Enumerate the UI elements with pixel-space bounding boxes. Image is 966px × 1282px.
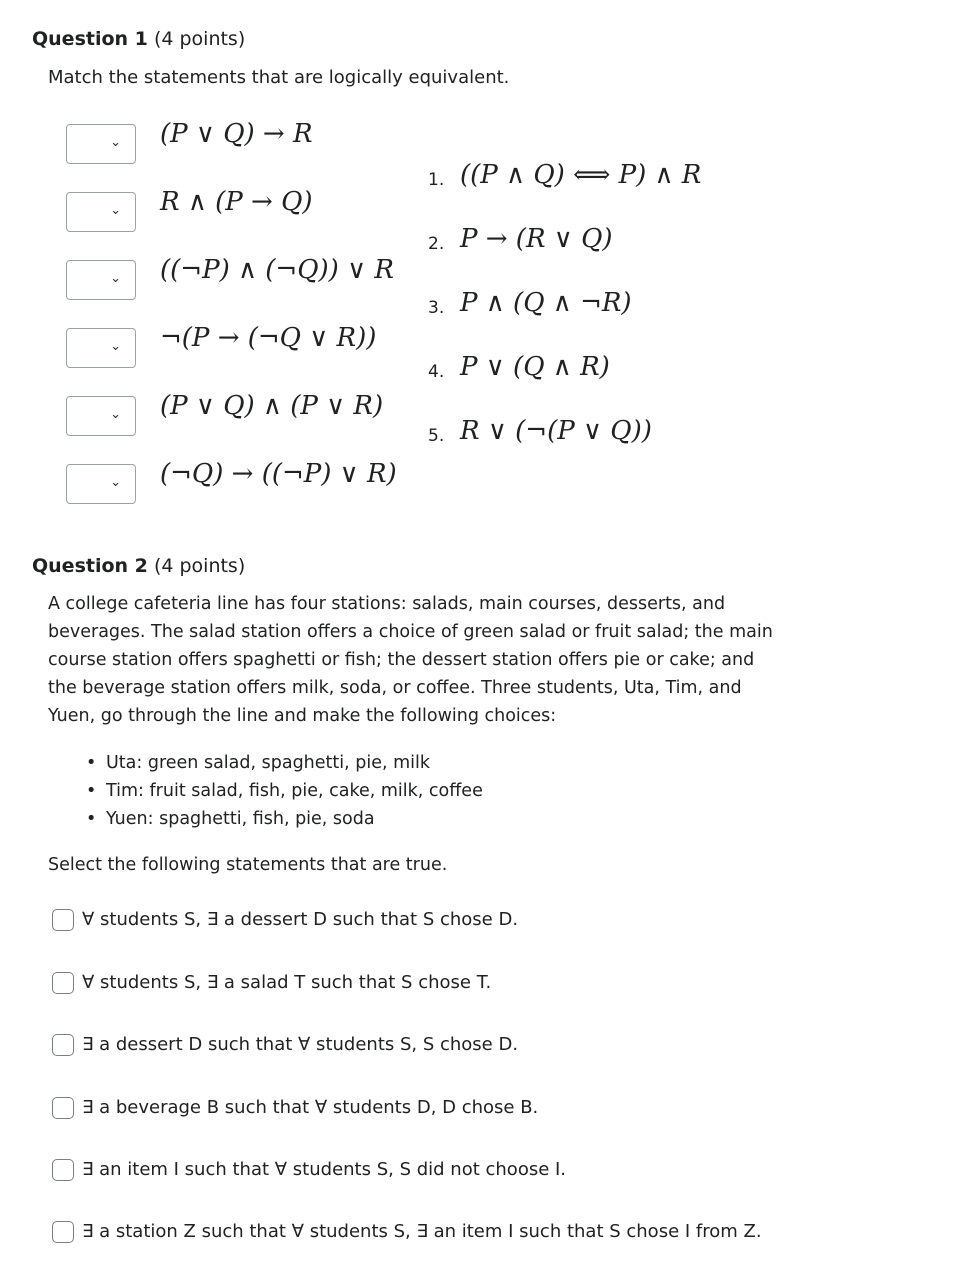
right-item-3-number: 3.	[428, 298, 445, 318]
right-item-4-expression: P ∨ (Q ∧ R)	[460, 352, 610, 382]
option-3-label[interactable]: ∃ a dessert D such that ∀ students S, S chose D.	[82, 1034, 519, 1055]
question-1-points: (4 points)	[153, 28, 246, 50]
option-4-checkbox[interactable]	[52, 1097, 74, 1119]
left-statement-2: R ∧ (P → Q)	[160, 187, 313, 217]
left-statement-1: (P ∨ Q) → R	[160, 119, 313, 149]
chevron-down-icon: ⌄	[110, 203, 121, 218]
chevron-down-icon: ⌄	[110, 475, 121, 490]
right-item-2-expression: P → (R ∨ Q)	[460, 224, 613, 254]
right-item-3-expression: P ∧ (Q ∧ ¬R)	[460, 288, 632, 318]
right-item-2-number: 2.	[428, 234, 445, 254]
option-4-label[interactable]: ∃ a beverage B such that ∀ students D, D chose B.	[82, 1097, 539, 1118]
right-item-4-number: 4.	[428, 362, 445, 382]
match-dropdown-2[interactable]	[66, 192, 136, 232]
chevron-down-icon: ⌄	[110, 135, 121, 150]
option-3-checkbox[interactable]	[52, 1034, 74, 1056]
question-2-select-prompt: Select the following statements that are true.	[48, 855, 448, 875]
right-item-5-number: 5.	[428, 426, 445, 446]
option-2-label[interactable]: ∀ students S, ∃ a salad T such that S chose T.	[82, 972, 492, 993]
match-dropdown-6[interactable]	[66, 464, 136, 504]
match-dropdown-3[interactable]	[66, 260, 136, 300]
right-item-1-number: 1.	[428, 170, 445, 190]
choice-bullet-uta: • Uta: green salad, spaghetti, pie, milk	[86, 749, 430, 777]
question-2-points: (4 points)	[153, 555, 246, 577]
right-item-5-expression: R ∨ (¬(P ∨ Q))	[460, 416, 652, 446]
question-2-header	[32, 555, 245, 577]
question-1-prompt: Match the statements that are logically equivalent.	[48, 67, 510, 88]
question-2-paragraph: A college cafeteria line has four stations: salads, main courses, desserts, and beverages. The salad station offers a choice of green salad or fruit salad; the main course station offers spaghetti or fish; the dessert station offers pie or cake; and the beverage station offers milk, soda, or coffee. Three students, Uta, Tim, and Yuen, go through the line and make the following choices:	[48, 594, 773, 726]
question-2-title: Question 2	[32, 555, 148, 577]
option-1-label[interactable]: ∀ students S, ∃ a dessert D such that S chose D.	[82, 909, 519, 930]
match-dropdown-5[interactable]	[66, 396, 136, 436]
left-statement-3: ((¬P) ∧ (¬Q)) ∨ R	[160, 255, 394, 285]
choice-bullet-yuen: • Yuen: spaghetti, fish, pie, soda	[86, 805, 375, 833]
question-1-header	[32, 28, 245, 50]
left-statement-4: ¬(P → (¬Q ∨ R))	[160, 323, 377, 353]
option-5-checkbox[interactable]	[52, 1159, 74, 1181]
match-dropdown-1[interactable]	[66, 124, 136, 164]
match-dropdown-4[interactable]	[66, 328, 136, 368]
option-6-checkbox[interactable]	[52, 1221, 74, 1243]
choice-bullet-tim: • Tim: fruit salad, fish, pie, cake, milk, coffee	[86, 777, 483, 805]
option-6-label[interactable]: ∃ a station Z such that ∀ students S, ∃ an item I such that S chose I from Z.	[82, 1221, 762, 1242]
option-1-checkbox[interactable]	[52, 909, 74, 931]
chevron-down-icon: ⌄	[110, 271, 121, 286]
option-2-checkbox[interactable]	[52, 972, 74, 994]
option-5-label[interactable]: ∃ an item I such that ∀ students S, S did not choose I.	[82, 1159, 567, 1180]
left-statement-5: (P ∨ Q) ∧ (P ∨ R)	[160, 391, 384, 421]
right-item-1-expression: ((P ∧ Q) ⟺ P) ∧ R	[460, 160, 702, 190]
left-statement-6: (¬Q) → ((¬P) ∨ R)	[160, 459, 397, 489]
question-1-title: Question 1	[32, 28, 148, 50]
chevron-down-icon: ⌄	[110, 339, 121, 354]
chevron-down-icon: ⌄	[110, 407, 121, 422]
